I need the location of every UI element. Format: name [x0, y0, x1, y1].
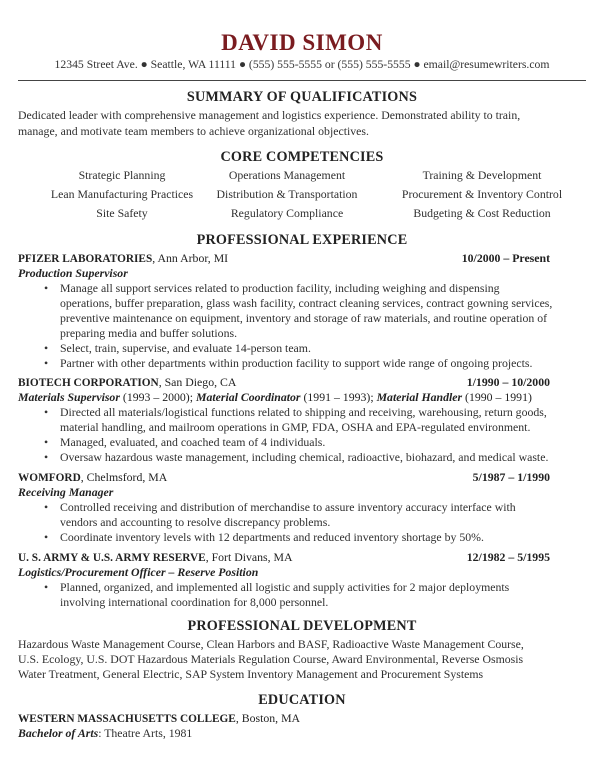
bullet-line: Coordinate inventory levels with 12 departments and reduced inventory shortage by 50%. [60, 530, 484, 544]
job-title: Logistics/Procurement Officer – Reserve Position [18, 565, 259, 579]
development-line: Water Treatment, General Electric, SAP System Inventory Management and Procurement Systems [18, 667, 484, 681]
competency-item: Strategic Planning [78, 168, 166, 182]
degree-field: : Theatre Arts, 1981 [98, 726, 193, 740]
bullet-marker: • [44, 530, 49, 544]
candidate-name: DAVID SIMON [221, 30, 383, 55]
competency-item: Budgeting & Cost Reduction [413, 206, 551, 220]
employer-name: WOMFORD [18, 472, 81, 484]
competency-item: Regulatory Compliance [230, 206, 344, 220]
summary-line: manage, and motivate team members to achieve organizational objectives. [18, 124, 369, 138]
employer-name: PFIZER LABORATORIES [18, 253, 153, 265]
bullet-marker: • [44, 341, 49, 355]
summary-heading: SUMMARY OF QUALIFICATIONS [186, 89, 418, 105]
job-title: Receiving Manager [18, 485, 114, 499]
job-employer [18, 251, 228, 266]
employer-name: U. S. ARMY & U.S. ARMY RESERVE [18, 552, 206, 564]
competency-item: Procurement & Inventory Control [401, 187, 563, 201]
bullet-line: Controlled receiving and distribution of merchandise to assure inventory accuracy interface with [60, 500, 516, 514]
bullet-line: Manage all support services related to production facility, including weighing and dispensing [60, 281, 500, 295]
education-school [18, 711, 300, 726]
employer-location: , Ann Arbor, MI [152, 251, 229, 265]
employer-location: , San Diego, CA [158, 375, 237, 389]
bullet-line: operations, buffer preparation, glass wash facility, contract cleaning services, contract gowning services, [60, 296, 553, 310]
job-dates: 10/2000 – Present [461, 251, 550, 265]
development-line: Hazardous Waste Management Course, Clean Harbors and BASF, Radioactive Waste Management Course, [18, 637, 524, 651]
bullet-line: Partner with other departments within production facility to support wide range of ongoing projects. [60, 356, 533, 370]
header-divider [18, 80, 586, 81]
bullet-marker: • [44, 281, 49, 295]
bullet-line: Directed all materials/logistical functions related to shipping and receiving, warehousing, return goods, [60, 405, 547, 419]
title-role: Materials Supervisor [18, 390, 120, 404]
job-dates: 1/1990 – 10/2000 [466, 375, 550, 389]
bullet-line: Oversaw hazardous waste management, including chemical, radioactive, biohazard, and medical waste. [60, 450, 549, 464]
bullet-line: material handling, and mailroom operations in GMP, FDA, OSHA and EPA-regulated environment. [60, 420, 531, 434]
job-employer [18, 550, 293, 565]
school-location: , Boston, MA [235, 711, 301, 725]
title-years: (1991 – 1993); [300, 390, 377, 404]
competency-item: Operations Management [228, 168, 346, 182]
education-degree [18, 726, 192, 741]
job-dates: 12/1982 – 5/1995 [466, 550, 550, 564]
bullet-line: involving international coordination for 8,000 personnel. [60, 595, 329, 609]
development-heading: PROFESSIONAL DEVELOPMENT [187, 618, 417, 634]
bullet-line: Planned, organized, and implemented all logistic and supply activities for 2 major deployments [60, 580, 510, 594]
bullet-line: vendors and accounting to resolve discrepancy problems. [60, 515, 331, 529]
competency-item: Site Safety [96, 206, 148, 220]
experience-heading: PROFESSIONAL EXPERIENCE [196, 232, 408, 248]
bullet-marker: • [44, 405, 49, 419]
employer-location: , Chelmsford, MA [80, 470, 168, 484]
bullet-line: preparing media and buffer solutions. [60, 326, 238, 340]
bullet-marker: • [44, 580, 49, 594]
contact-line: 12345 Street Ave. ● Seattle, WA 11111 ● (555) 555-5555 or (555) 555-5555 ● email@resumewriters.com [54, 58, 550, 71]
bullet-marker: • [44, 435, 49, 449]
competency-item: Lean Manufacturing Practices [50, 187, 194, 201]
school-name: WESTERN MASSACHUSETTS COLLEGE [18, 713, 236, 725]
job-title: Production Supervisor [18, 266, 128, 280]
bullet-line: preventive maintenance on equipment, inventory and storage of raw materials, and routine operation of [60, 311, 548, 325]
job-title [18, 390, 532, 405]
employer-name: BIOTECH CORPORATION [18, 377, 159, 389]
bullet-marker: • [44, 450, 49, 464]
bullet-marker: • [44, 356, 49, 370]
summary-line: Dedicated leader with comprehensive management and logistics experience. Demonstrated ability to train, [18, 108, 521, 122]
title-years: (1990 – 1991) [462, 390, 532, 404]
competencies-heading: CORE COMPETENCIES [220, 149, 384, 165]
bullet-marker: • [44, 500, 49, 514]
education-heading: EDUCATION [258, 692, 346, 708]
degree-name: Bachelor of Arts [18, 726, 99, 740]
job-employer [18, 470, 167, 485]
competency-item: Distribution & Transportation [216, 187, 358, 201]
competency-item: Training & Development [422, 168, 542, 182]
title-role: Material Coordinator [195, 390, 301, 404]
job-employer [18, 375, 236, 390]
development-line: U.S. Ecology, U.S. DOT Hazardous Materials Regulation Course, Award Environmental, Reverse Osmosis [18, 652, 524, 666]
title-role: Material Handler [376, 390, 463, 404]
job-dates: 5/1987 – 1/1990 [472, 470, 550, 484]
bullet-line: Managed, evaluated, and coached team of 4 individuals. [60, 435, 326, 449]
bullet-line: Select, train, supervise, and evaluate 14-person team. [60, 341, 311, 355]
employer-location: , Fort Divans, MA [205, 550, 293, 564]
title-years: (1993 – 2000); [119, 390, 196, 404]
